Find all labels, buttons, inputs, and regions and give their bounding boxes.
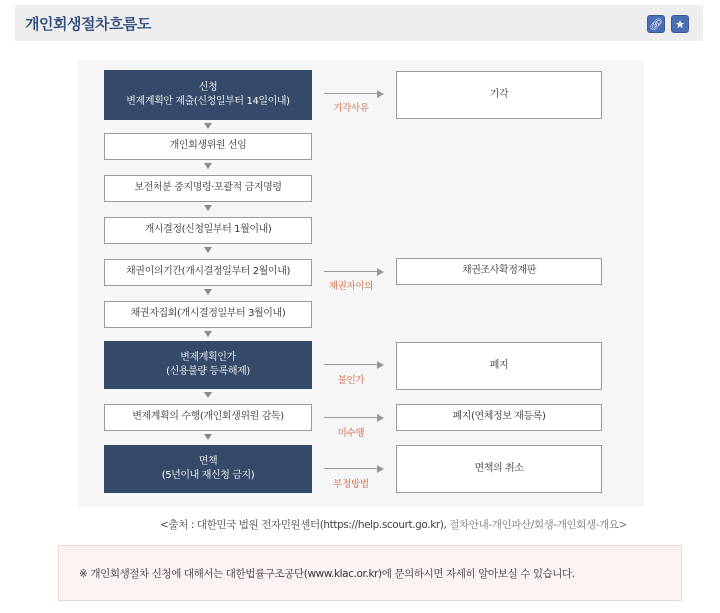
arrow-down-icon <box>204 434 212 440</box>
result-label: 채권조사확정재판 <box>461 265 537 277</box>
branch-label: 기각사유 <box>333 103 369 114</box>
link-icon[interactable]: 🔗︎ <box>647 15 665 33</box>
step-subtitle: (5년이내 재신청 금지) <box>161 470 255 481</box>
branch-label: 부정방법 <box>333 479 369 490</box>
result-dismissal <box>396 71 602 119</box>
step-plan-execution <box>104 404 312 431</box>
step-label: 개인회생위원 선임 <box>169 140 247 152</box>
step-commencement-decision <box>104 217 312 244</box>
step-subtitle: (신용불량 등록해제) <box>166 366 250 377</box>
step-creditors-meeting <box>104 301 312 328</box>
step-appoint-commissioner <box>104 133 312 160</box>
arrow-right-icon <box>324 93 378 94</box>
result-abolition <box>396 342 602 390</box>
arrow-right-icon <box>324 468 378 469</box>
arrow-down-icon <box>204 163 212 169</box>
arrow-down-icon <box>204 331 212 337</box>
step-label: 보전처분 중지명령·포괄적 금지명령 <box>134 182 282 194</box>
step-label: 개시결정(신청일부터 1월이내) <box>144 224 272 236</box>
branch-label: 채권자이의 <box>328 281 374 292</box>
section-header <box>15 5 703 41</box>
result-label: 면책의 취소 <box>474 462 524 474</box>
step-apply-title: 신청 <box>198 81 218 93</box>
step-objection-period <box>104 259 312 286</box>
step-plan-approval <box>104 341 312 389</box>
step-title: 면책 <box>198 455 218 467</box>
arrow-down-icon <box>204 205 212 211</box>
step-label: 채권자집회(개시결정일부터 3월이내) <box>130 308 286 320</box>
flow-diagram <box>78 60 644 507</box>
source-citation <box>160 517 627 532</box>
arrow-right-icon <box>324 417 378 418</box>
arrow-down-icon <box>204 123 212 129</box>
arrow-right-icon <box>324 271 378 272</box>
notice-box <box>58 545 682 601</box>
step-apply-subtitle: 변제계획안 제출(신청일부터 14일이내) <box>126 96 290 107</box>
step-label: 변제계획의 수행(개인회생위원 감독) <box>132 411 284 423</box>
step-label: 채권이의기간(개시결정일부터 2월이내) <box>126 266 290 278</box>
star-icon[interactable]: ★ <box>671 15 689 33</box>
page-title: 개인회생절차흐름도 <box>25 15 151 33</box>
notice-text: ※ 개인회생절차 신청에 대해서는 대한법률구조공단(www.klac.or.kr)에 문의하시면 자세히 알아보실 수 있습니다. <box>79 568 575 580</box>
result-discharge-revoked <box>396 445 602 493</box>
arrow-down-icon <box>204 392 212 398</box>
source-path: 절차안내-개인파산/회생-개인회생-개요> <box>449 519 627 531</box>
source-prefix: <출처 : 대한민국 법원 전자민원센터(https://help.scourt.go.kr), <box>160 519 447 531</box>
step-preservation-order <box>104 175 312 202</box>
result-label: 폐지 <box>489 359 509 371</box>
step-title: 변제계획인가 <box>180 351 236 363</box>
branch-label: 불인가 <box>337 375 365 386</box>
step-apply <box>104 70 312 120</box>
arrow-down-icon <box>204 289 212 295</box>
arrow-right-icon <box>324 364 378 365</box>
result-label: 기각 <box>489 88 509 100</box>
branch-label: 미수행 <box>337 428 365 439</box>
result-label: 폐지(연체정보 재등록) <box>452 411 546 423</box>
result-abolition-reregister <box>396 404 602 431</box>
result-claim-trial <box>396 258 602 285</box>
arrow-down-icon <box>204 247 212 253</box>
step-discharge <box>104 445 312 493</box>
